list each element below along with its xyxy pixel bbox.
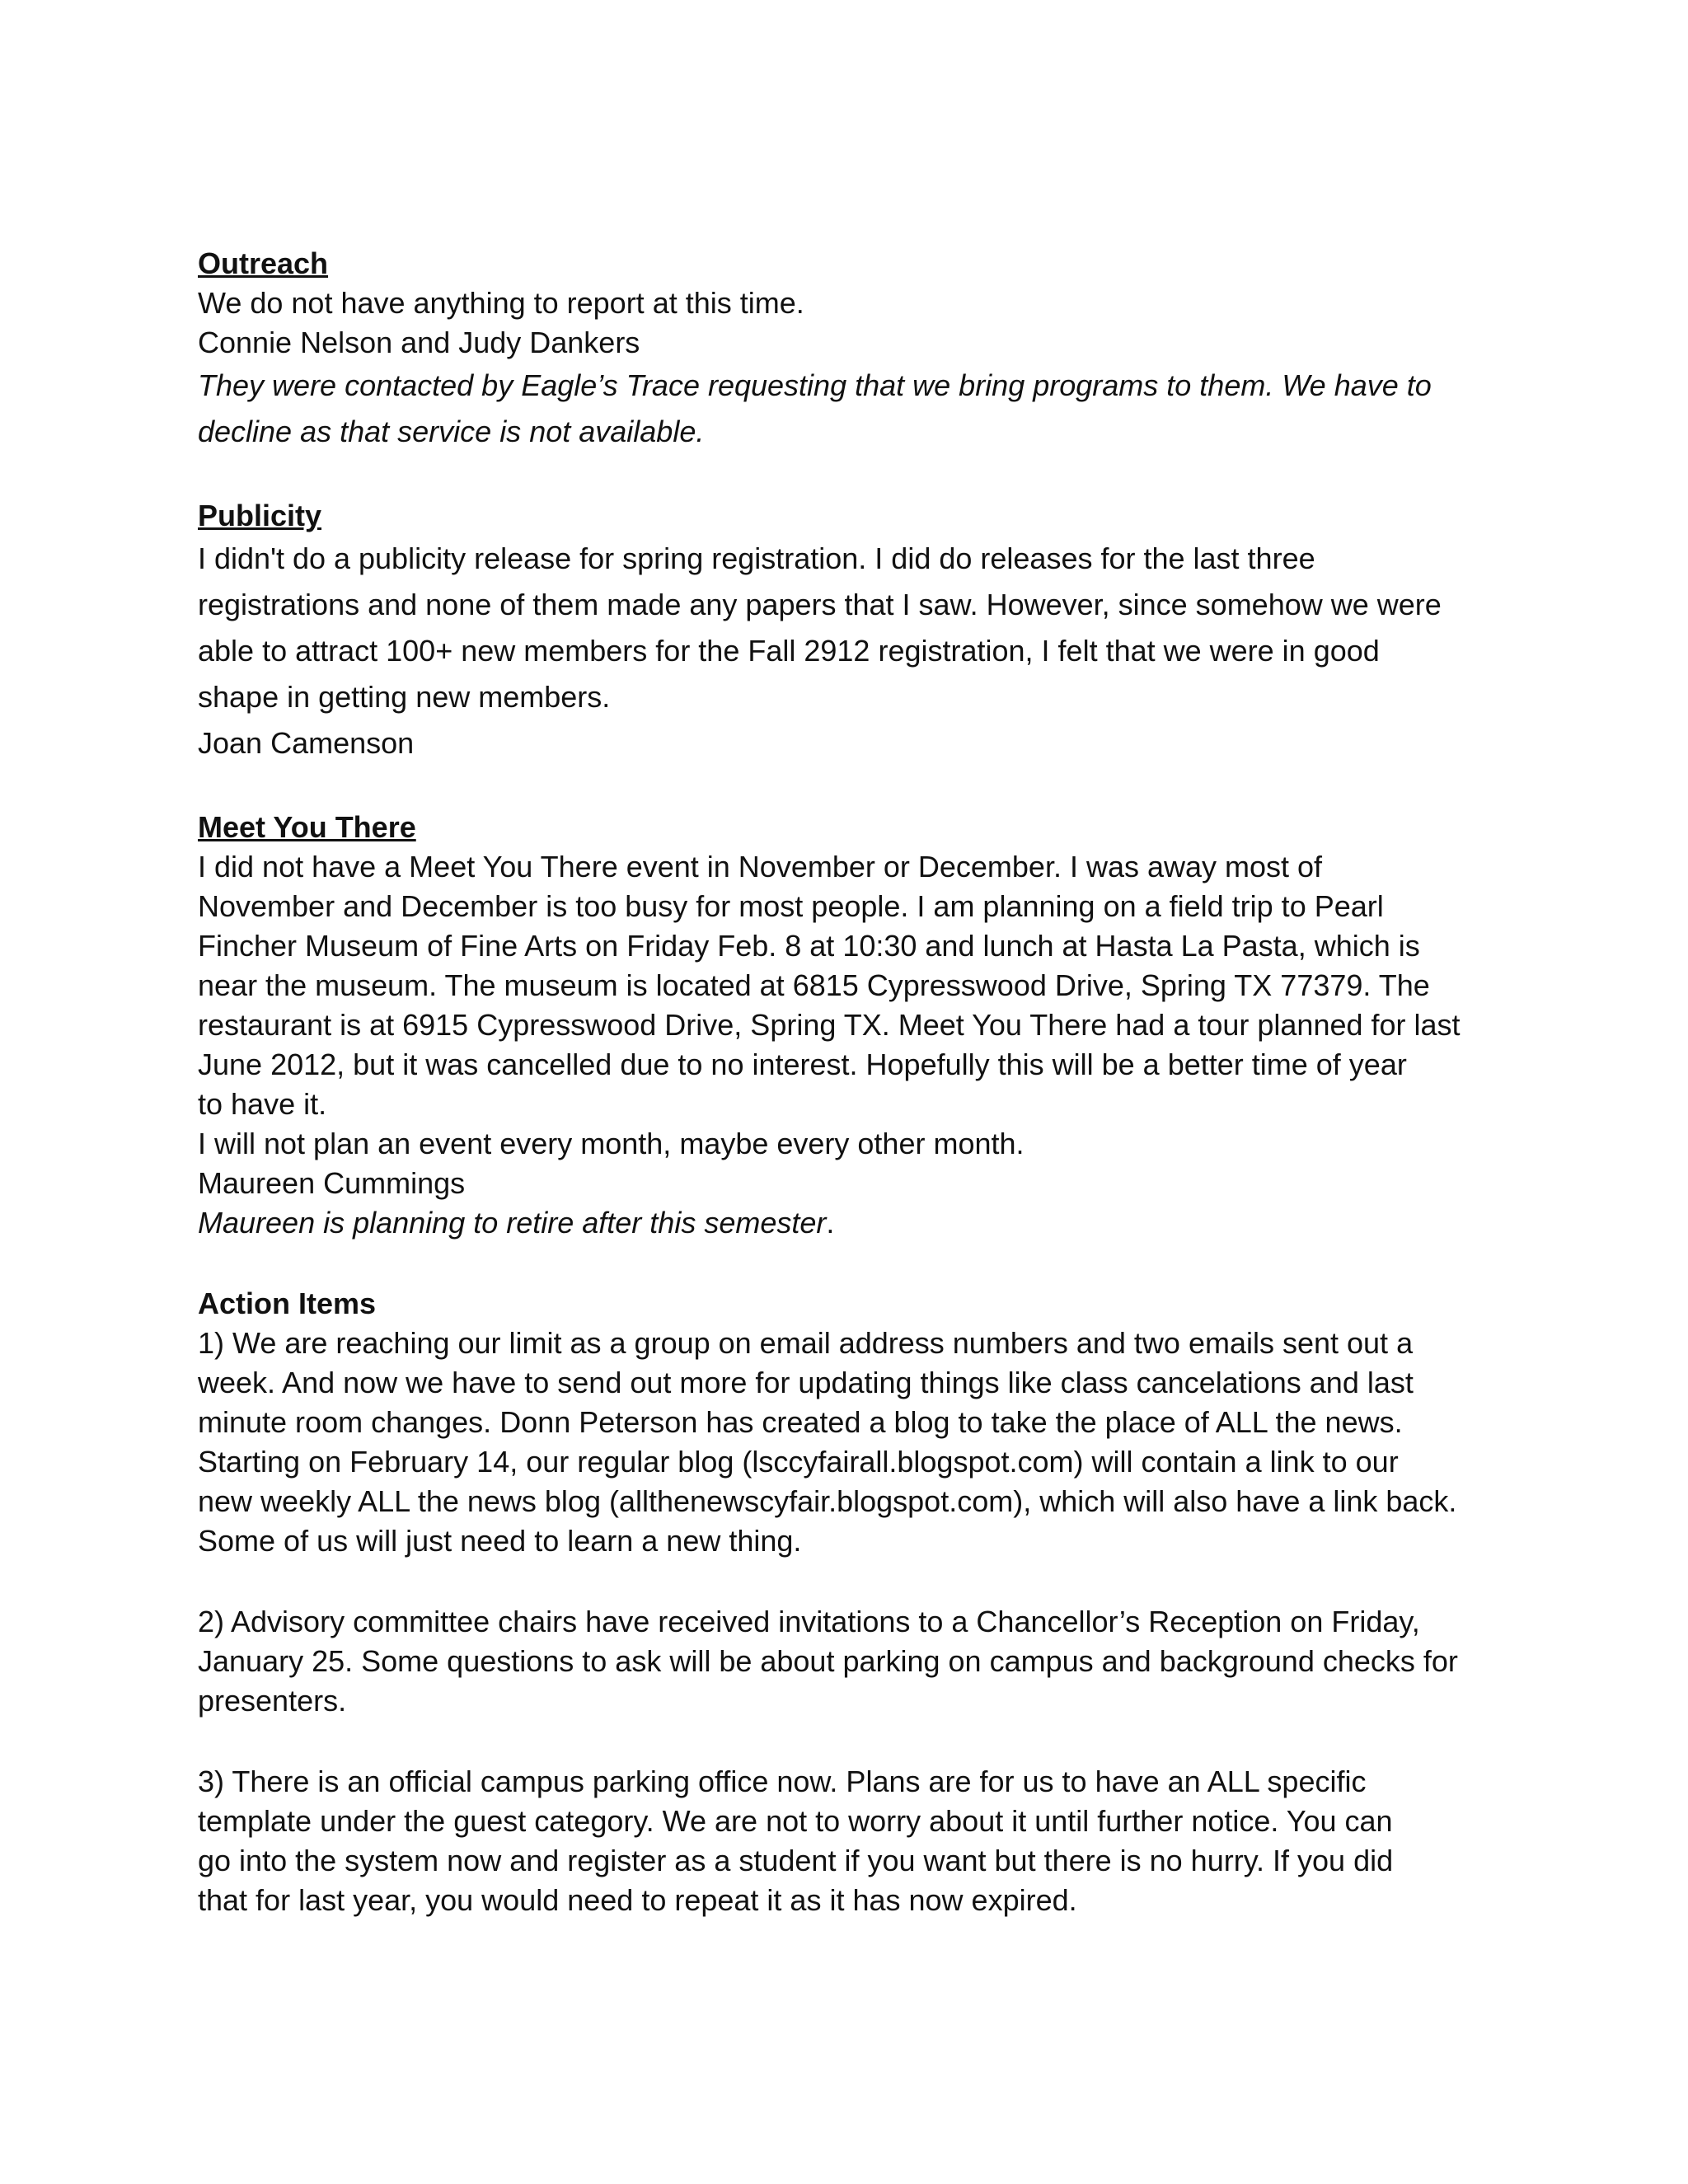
meet-you-there-line: to have it. (198, 1087, 327, 1121)
publicity-section (198, 496, 1492, 766)
action-item-line: January 25. Some questions to ask will be about parking on campus and background checks for (198, 1644, 1458, 1678)
action-item-2 (198, 1602, 1492, 1721)
action-item-line: 2) Advisory committee chairs have received invitations to a Chancellor’s Reception on Friday, (198, 1605, 1420, 1638)
outreach-line: We do not have anything to report at this time. (198, 286, 804, 320)
publicity-author: Joan Camenson (198, 726, 415, 760)
publicity-line: I didn't do a publicity release for spring registration. I did do releases for the last three (198, 541, 1315, 575)
meet-you-there-line: I did not have a Meet You There event in November or December. I was away most of (198, 850, 1323, 883)
meet-you-there-author: Maureen Cummings (198, 1166, 466, 1200)
publicity-line: able to attract 100+ new members for the Fall 2912 registration, I felt that we were in good (198, 634, 1380, 668)
meet-you-there-line: Fincher Museum of Fine Arts on Friday Feb. 8 at 10:30 and lunch at Hasta La Pasta, which is (198, 929, 1420, 963)
outreach-section (198, 244, 1492, 455)
action-items-section (198, 1284, 1492, 1920)
meet-you-there-line: I will not plan an event every month, maybe every other month. (198, 1127, 1025, 1160)
outreach-heading: Outreach (198, 246, 329, 280)
action-item-line: new weekly ALL the news blog (allthenewscyfair.blogspot.com), which will also have a link back. (198, 1484, 1457, 1518)
action-item-line: 3) There is an official campus parking office now. Plans are for us to have an ALL specific (198, 1765, 1367, 1798)
meet-you-there-line: restaurant is at 6915 Cypresswood Drive, Spring TX. Meet You There had a tour planned for last (198, 1008, 1461, 1042)
action-item-1 (198, 1324, 1492, 1561)
action-item-line: template under the guest category. We are not to worry about it until further notice. You can (198, 1804, 1393, 1838)
document-page (198, 244, 1492, 1920)
publicity-heading: Publicity (198, 499, 322, 532)
action-item-line: minute room changes. Donn Peterson has created a blog to take the place of ALL the news. (198, 1405, 1403, 1439)
meet-you-there-line: near the museum. The museum is located at 6815 Cypresswood Drive, Spring TX 77379. The (198, 968, 1430, 1002)
action-item-3 (198, 1762, 1492, 1920)
meet-you-there-line: November and December is too busy for most people. I am planning on a field trip to Pearl (198, 889, 1384, 923)
action-item-line: go into the system now and register as a student if you want but there is no hurry. If you did (198, 1844, 1394, 1877)
action-item-line: week. And now we have to send out more for updating things like class cancelations and last (198, 1366, 1414, 1399)
action-items-heading: Action Items (198, 1286, 377, 1320)
action-item-line: Starting on February 14, our regular blog (lsccyfairall.blogspot.com) will contain a link to our (198, 1445, 1399, 1479)
retirement-note: Maureen is planning to retire after this semester (198, 1206, 827, 1240)
meet-you-there-note (198, 1203, 1492, 1243)
publicity-line: registrations and none of them made any papers that I saw. However, since somehow we were (198, 588, 1442, 621)
retirement-note-period: . (826, 1206, 835, 1240)
meet-you-there-section (198, 808, 1492, 1243)
action-item-line: 1) We are reaching our limit as a group on email address numbers and two emails sent out a (198, 1326, 1414, 1360)
action-item-line: that for last year, you would need to repeat it as it has now expired. (198, 1883, 1077, 1917)
outreach-italic-line: decline as that service is not available. (198, 415, 705, 448)
outreach-line: Connie Nelson and Judy Dankers (198, 326, 640, 359)
action-item-line: presenters. (198, 1684, 347, 1718)
meet-you-there-heading: Meet You There (198, 810, 416, 844)
outreach-italic-line: They were contacted by Eagle’s Trace requesting that we bring programs to them. We have to (198, 368, 1432, 402)
meet-you-there-line: June 2012, but it was cancelled due to no interest. Hopefully this will be a better time of year (198, 1047, 1407, 1081)
action-item-line: Some of us will just need to learn a new thing. (198, 1524, 802, 1558)
publicity-line: shape in getting new members. (198, 680, 611, 714)
